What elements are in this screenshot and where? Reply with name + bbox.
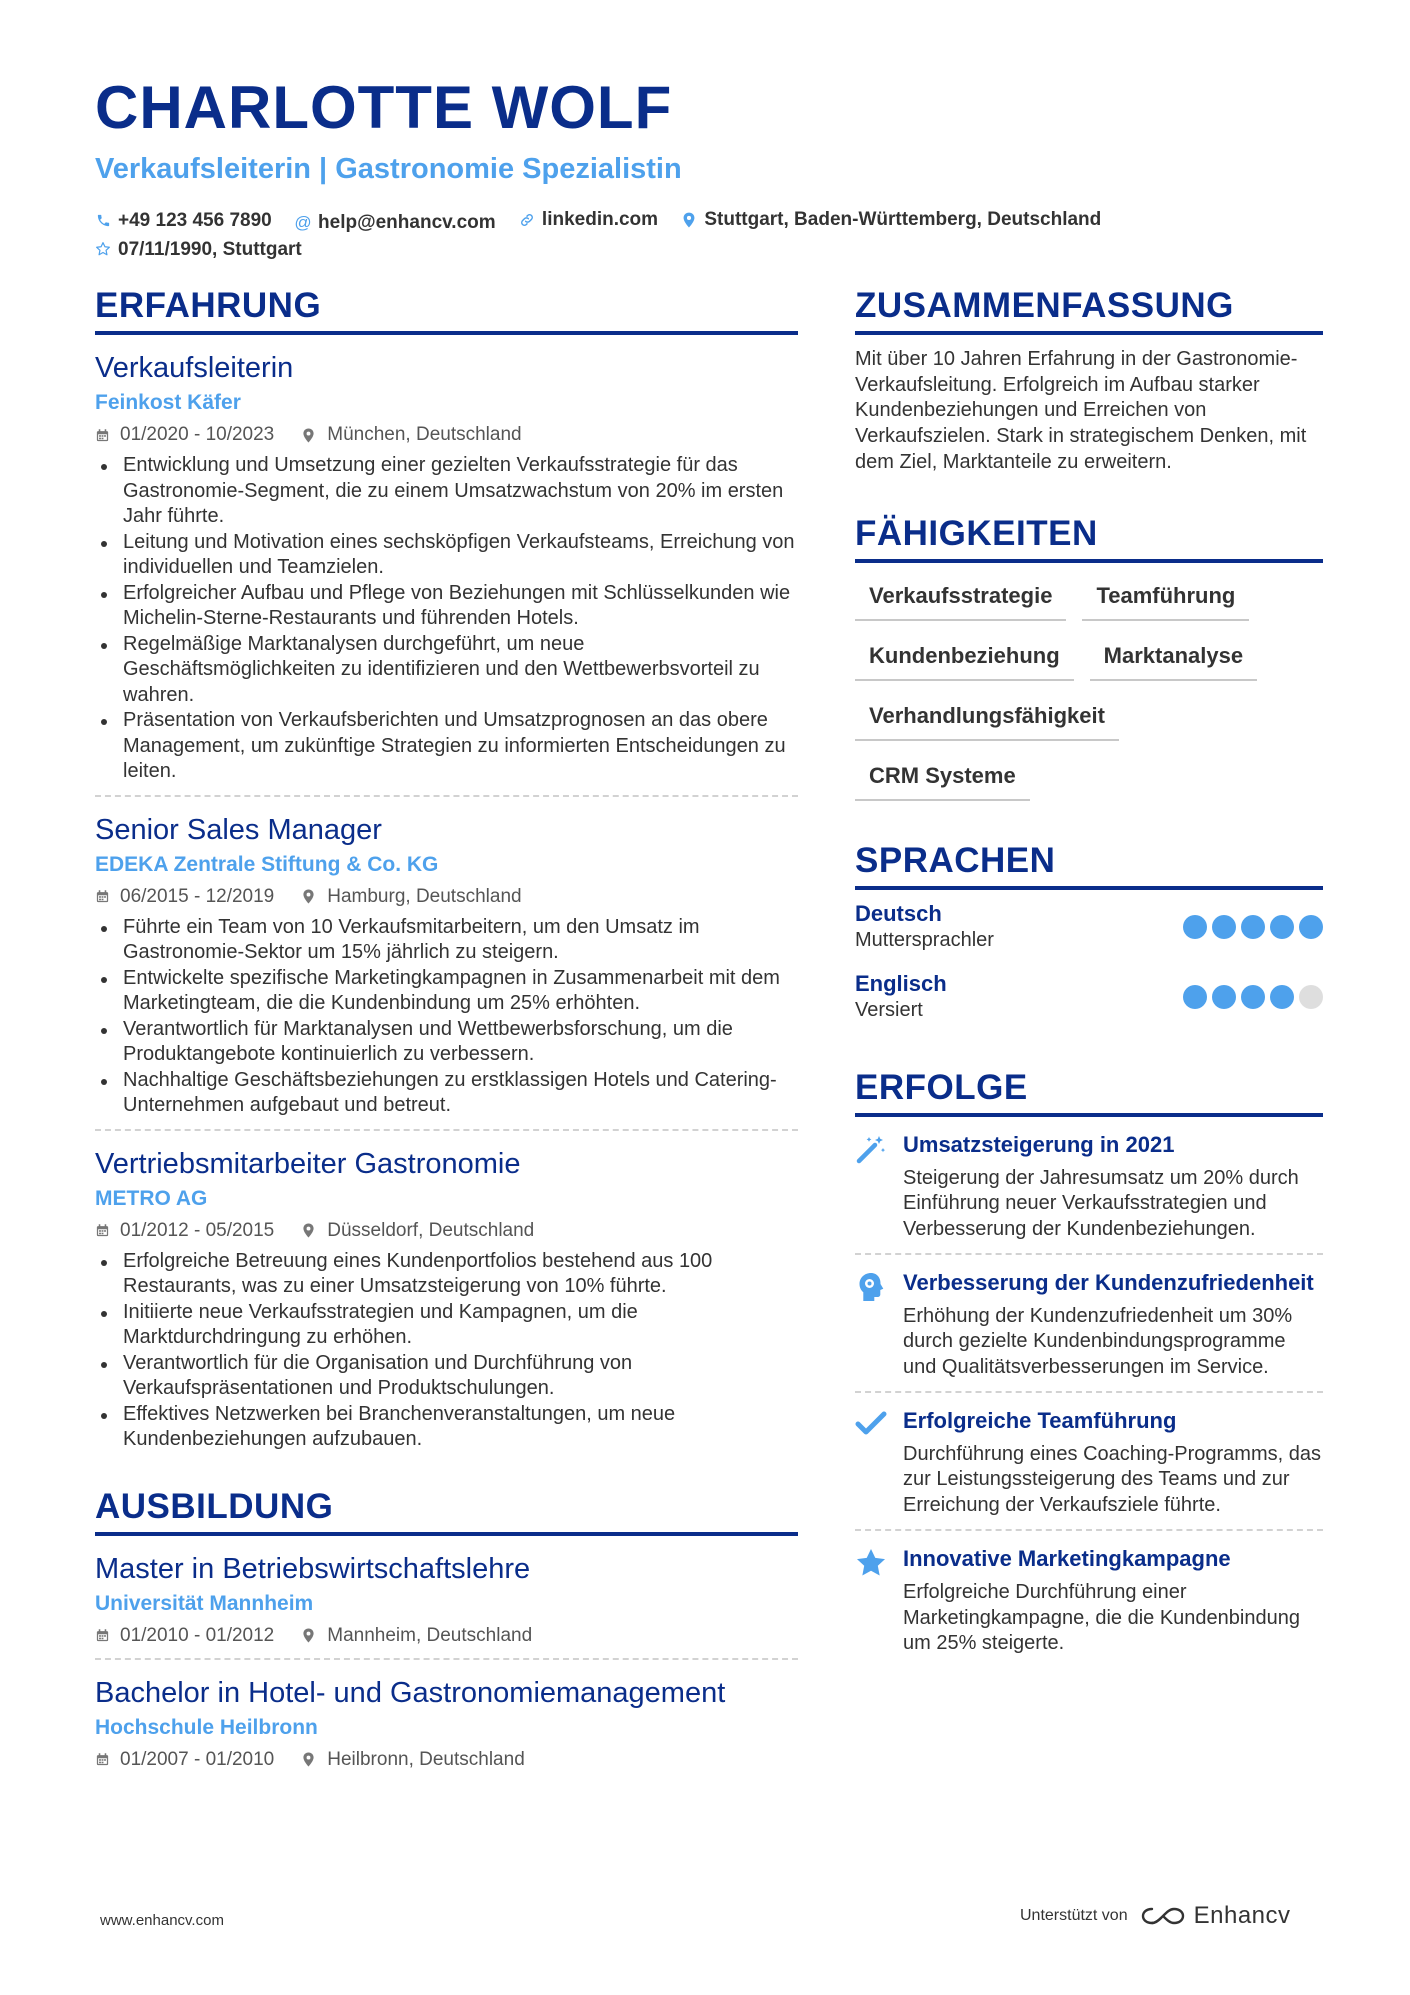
job-location (302, 885, 521, 909)
job-dates (95, 423, 274, 447)
education-meta (95, 1748, 798, 1772)
achievement-body (903, 1545, 1323, 1657)
job-entry (95, 335, 798, 797)
skill-tag: Teamführung (1082, 575, 1249, 621)
job-bullet: Initiierte neue Verkaufsstrategien und Kampagnen, um die Marktdurchdringung zu erhöhen. (95, 1300, 798, 1351)
contact-email-text: help@enhancv.com (318, 211, 496, 233)
experience-heading: ERFAHRUNG (95, 288, 798, 335)
contact-phone[interactable] (95, 207, 272, 234)
education-location-text: Heilbronn, Deutschland (327, 1748, 525, 1770)
achievement-title: Umsatzsteigerung in 2021 (903, 1131, 1175, 1157)
job-bullet: Effektives Netzwerken bei Branchenveranstaltungen, um neue Kundenbeziehungen aufzubauen. (95, 1402, 798, 1453)
skill-tag: Marktanalyse (1090, 635, 1257, 681)
job-dates (95, 1219, 274, 1243)
job-location-text: Hamburg, Deutschland (327, 885, 522, 907)
head-brain-icon (855, 1269, 903, 1381)
location-icon (302, 889, 317, 904)
job-company: METRO AG (95, 1186, 208, 1210)
contact-birth-text: 07/11/1990, Stuttgart (118, 238, 302, 260)
job-company: EDEKA Zentrale Stiftung & Co. KG (95, 852, 439, 876)
job-location (302, 423, 521, 447)
job-bullet: Führte ein Team von 10 Verkaufsmitarbeitern, um den Umsatz im Gastronomie-Sektor um 15% jährlich zu steigern. (95, 915, 798, 966)
achievements-heading: ERFOLGE (855, 1070, 1323, 1117)
contact-phone-text: +49 123 456 7890 (118, 209, 272, 231)
language-row (855, 960, 1323, 1030)
education-dates (95, 1624, 274, 1648)
star-icon (855, 1545, 903, 1657)
job-location-text: Düsseldorf, Deutschland (327, 1219, 535, 1241)
achievement-desc: Steigerung der Jahresumsatz um 20% durch Einführung neuer Verkaufsstrategien und Verbesserung der Kundenbeziehungen. (903, 1166, 1299, 1240)
education-meta (95, 1624, 798, 1648)
education-entry (95, 1536, 798, 1660)
location-icon (302, 428, 317, 443)
skills-list (855, 575, 1323, 815)
calendar-icon (95, 1628, 110, 1643)
job-bullets (95, 453, 798, 785)
job-bullet: Entwicklung und Umsetzung einer gezielten Verkaufsstrategie für das Gastronomie-Segment, die zu einem Umsatzwachstum von 20% im ersten Jahr führte. (95, 453, 798, 530)
contact-email[interactable] (295, 209, 496, 236)
candidate-name: CHARLOTTE WOLF (95, 74, 673, 141)
rating-dot-filled (1212, 915, 1236, 939)
job-title: Verkaufsleiterin (95, 352, 294, 384)
job-entry (95, 797, 798, 1131)
rating-dot-filled (1299, 915, 1323, 939)
language-rating (1178, 915, 1323, 939)
degree-title: Bachelor in Hotel- und Gastronomiemanagement (95, 1676, 726, 1709)
education-heading: AUSBILDUNG (95, 1489, 798, 1536)
job-bullet: Regelmäßige Marktanalysen durchgeführt, um neue Geschäftsmöglichkeiten zu identifizieren und den Wettbewerbsvorteil zu wahren. (95, 632, 798, 709)
brand-name: Enhancv (1193, 1902, 1291, 1929)
language-row (855, 890, 1323, 960)
achievement-title: Verbesserung der Kundenzufriedenheit (903, 1269, 1314, 1295)
achievement-desc: Erfolgreiche Durchführung einer Marketingkampagne, die die Kundenbindung um 25% steigerte. (903, 1580, 1300, 1655)
contact-linkedin-text: linkedin.com (541, 209, 659, 230)
enhancv-logo-icon (1140, 1905, 1186, 1927)
contact-bar (95, 206, 1335, 265)
skill-tag: CRM Systeme (855, 755, 1030, 801)
skill-tag: Kundenbeziehung (855, 635, 1074, 681)
school-name: Hochschule Heilbronn (95, 1715, 318, 1739)
achievement-item (855, 1393, 1323, 1531)
summary-heading: ZUSAMMENFASSUNG (855, 288, 1323, 335)
language-level: Versiert (855, 998, 923, 1021)
achievement-desc: Durchführung eines Coaching-Programms, das zur Leistungssteigerung des Teams und zur Erreichung der Verkaufsziele führte. (903, 1442, 1321, 1517)
job-meta (95, 423, 798, 447)
phone-icon (95, 212, 111, 228)
job-dates-text: 01/2012 - 05/2015 (120, 1219, 275, 1241)
job-bullet: Erfolgreicher Aufbau und Pflege von Beziehungen mit Schlüsselkunden wie Michelin-Sterne-Restaurants und führenden Hotels. (95, 581, 798, 632)
rating-dot-filled (1183, 985, 1207, 1009)
achievement-body (903, 1131, 1323, 1243)
calendar-icon (95, 428, 110, 443)
summary-text: Mit über 10 Jahren Erfahrung in der Gastronomie-Verkaufsleitung. Erfolgreich im Aufbau starker Kundenbeziehungen und Erreichen von Verkaufszielen. Stark in strategischem Denken, mit dem Ziel, Marktanteile zu erweitern. (855, 348, 1307, 473)
education-location-text: Mannheim, Deutschland (327, 1624, 533, 1646)
calendar-icon (95, 889, 110, 904)
achievement-body (903, 1407, 1323, 1519)
language-info (855, 900, 994, 954)
language-rating (1178, 985, 1323, 1009)
star-outline-icon (95, 241, 111, 257)
job-location (302, 1219, 534, 1243)
rating-dot-filled (1241, 985, 1265, 1009)
left-column (95, 288, 798, 1782)
job-bullet: Präsentation von Verkaufsberichten und Umsatzprognosen an das obere Management, um zukünftige Strategien zu informierten Entscheidungen zu leiten. (95, 708, 798, 785)
candidate-tagline: Verkaufsleiterin | Gastronomie Spezialistin (95, 153, 682, 185)
school-name: Universität Mannheim (95, 1591, 314, 1615)
job-bullet: Erfolgreiche Betreuung eines Kundenportfolios bestehend aus 100 Restaurants, was zu einer Umsatzsteigerung von 10% führte. (95, 1249, 798, 1300)
contact-linkedin[interactable] (519, 206, 658, 233)
location-icon (681, 212, 697, 228)
degree-title: Master in Betriebswirtschaftslehre (95, 1552, 531, 1585)
education-dates-text: 01/2007 - 01/2010 (120, 1748, 275, 1770)
education-entry (95, 1660, 798, 1782)
achievement-title: Erfolgreiche Teamführung (903, 1407, 1177, 1433)
job-dates-text: 01/2020 - 10/2023 (120, 424, 275, 445)
rating-dot-filled (1270, 985, 1294, 1009)
job-bullet: Nachhaltige Geschäftsbeziehungen zu erstklassigen Hotels und Catering-Unternehmen aufgebaut und betreut. (95, 1068, 798, 1119)
achievement-title: Innovative Marketingkampagne (903, 1545, 1231, 1571)
rating-dot-filled (1270, 915, 1294, 939)
job-location-text: München, Deutschland (327, 424, 522, 445)
language-name: Englisch (855, 970, 947, 996)
language-name: Deutsch (855, 900, 942, 926)
job-entry (95, 1131, 798, 1463)
location-icon (302, 1628, 317, 1643)
rating-dot-filled (1212, 985, 1236, 1009)
achievement-desc: Erhöhung der Kundenzufriedenheit um 30% durch gezielte Kundenbindungsprogramme und Qualitätsverbesserungen im Service. (903, 1304, 1293, 1379)
contact-birth (95, 236, 302, 263)
footer-powered-by[interactable] (1020, 1902, 1291, 1930)
location-icon (302, 1223, 317, 1238)
education-dates (95, 1748, 274, 1772)
job-meta (95, 1219, 798, 1243)
achievement-item (855, 1255, 1323, 1393)
achievement-item (855, 1531, 1323, 1667)
location-icon (302, 1752, 317, 1767)
achievement-body (903, 1269, 1323, 1381)
job-bullets (95, 1249, 798, 1453)
skill-tag: Verkaufsstrategie (855, 575, 1066, 621)
footer-website[interactable]: www.enhancv.com (100, 1912, 224, 1929)
languages-heading: SPRACHEN (855, 843, 1323, 890)
job-bullet: Verantwortlich für Marktanalysen und Wettbewerbsforschung, um die Produktangebote kontinuierlich zu verbessern. (95, 1017, 798, 1068)
achievement-item (855, 1117, 1323, 1255)
rating-dot-filled (1183, 915, 1207, 939)
rating-dot-filled (1241, 915, 1265, 939)
language-info (855, 970, 947, 1024)
contact-location (681, 206, 1101, 233)
rating-dot-empty (1299, 985, 1323, 1009)
education-dates-text: 01/2010 - 01/2012 (120, 1624, 275, 1646)
job-bullet: Verantwortlich für die Organisation und Durchführung von Verkaufspräsentationen und Produktschulungen. (95, 1351, 798, 1402)
job-company: Feinkost Käfer (95, 391, 241, 414)
calendar-icon (95, 1223, 110, 1238)
job-bullet: Entwickelte spezifische Marketingkampagnen in Zusammenarbeit mit dem Marketingteam, die die Kundenbindung um 25% erhöhten. (95, 966, 798, 1017)
job-bullet: Leitung und Motivation eines sechsköpfigen Verkaufsteams, Erreichung von individuellen und Teamzielen. (95, 530, 798, 581)
job-title: Vertriebsmitarbeiter Gastronomie (95, 1147, 521, 1180)
job-title: Senior Sales Manager (95, 813, 382, 846)
job-dates-text: 06/2015 - 12/2019 (120, 885, 275, 907)
job-dates (95, 885, 274, 909)
contact-location-text: Stuttgart, Baden-Württemberg, Deutschland (704, 209, 1102, 230)
link-icon (519, 212, 535, 228)
at-icon: @ (294, 212, 312, 232)
right-column (855, 288, 1323, 1667)
magic-wand-icon (855, 1131, 903, 1243)
skill-tag: Verhandlungsfähigkeit (855, 695, 1119, 741)
checkmark-icon (855, 1407, 903, 1519)
calendar-icon (95, 1752, 110, 1767)
job-bullets (95, 915, 798, 1119)
powered-by-label: Unterstützt von (1020, 1907, 1128, 1924)
job-meta (95, 885, 798, 909)
skills-heading: FÄHIGKEITEN (855, 516, 1323, 563)
language-level: Muttersprachler (855, 928, 994, 951)
education-location (302, 1748, 525, 1772)
education-location (302, 1624, 532, 1648)
